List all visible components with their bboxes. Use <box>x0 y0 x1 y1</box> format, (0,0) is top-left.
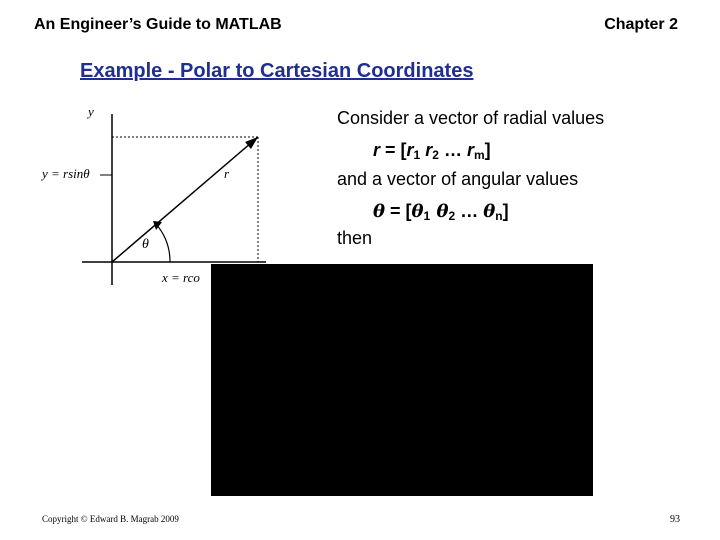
theta-label: θ <box>142 237 149 252</box>
text-line-then: then <box>337 228 373 248</box>
text-line-angular: and a vector of angular values <box>337 169 579 189</box>
redacted-image-block <box>211 264 593 496</box>
y-equation-label: y = rsinθ <box>42 166 90 181</box>
r-label: r <box>224 166 230 181</box>
x-equation-label: x = rco <box>162 270 200 285</box>
theta-arc <box>156 224 170 262</box>
equation-theta-vector: $\theta = [\theta_1$ $\theta_2$ … $\theta_n$] <box>373 201 509 223</box>
equation-r-vector: $r = [r_1$ $r_2$ … $r_m$] <box>373 140 491 162</box>
header-chapter: Chapter 2 <box>604 16 678 33</box>
y-axis-label: y <box>88 104 94 119</box>
slide-title: Example - Polar to Cartesian Coordinates <box>80 60 474 82</box>
header-book-title: An Engineer’s Guide to MATLAB <box>34 16 282 33</box>
footer-page-number: 93 <box>670 514 680 525</box>
text-line-radial: Consider a vector of radial values <box>337 108 605 128</box>
footer-copyright: Copyright © Edward B. Magrab 2009 <box>42 514 179 524</box>
vector-r <box>112 137 258 262</box>
